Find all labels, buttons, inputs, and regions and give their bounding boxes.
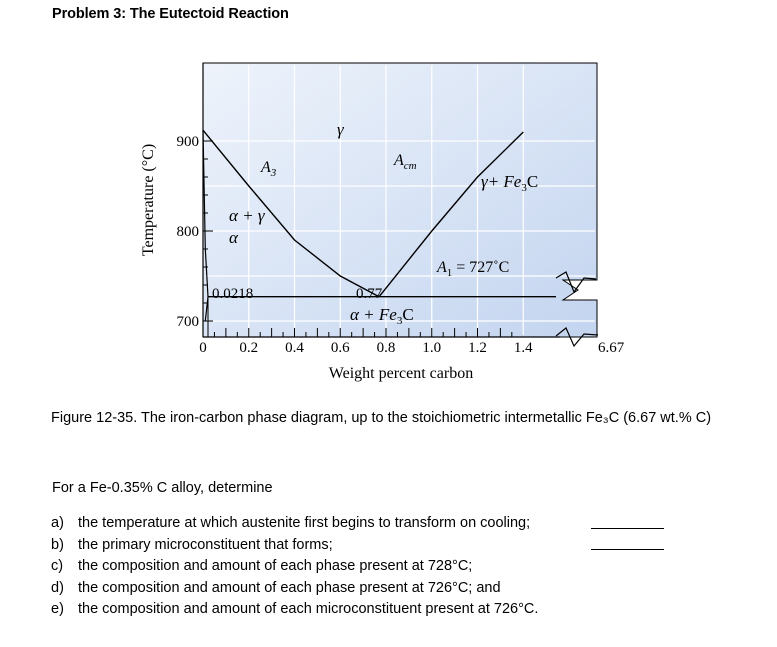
y-tick-labels [177, 134, 200, 330]
answer-blank-b[interactable] [591, 549, 664, 550]
y-axis-title: Temperature (°C) [140, 143, 157, 257]
x-tick-label: 1.4 [513, 340, 533, 356]
x-tick-label: 0.4 [285, 340, 304, 356]
x-tick-label: 0 [199, 340, 207, 356]
label-0-77: 0.77 [356, 286, 383, 302]
question-b-text: the primary microconstituent that forms; [78, 536, 333, 553]
x-tick-labels [199, 340, 533, 356]
label-alpha-fe3c: $\alpha + Fe_3C$ [350, 305, 414, 327]
question-a-label: a) [51, 515, 64, 531]
x-tick-label: 1.0 [422, 340, 442, 356]
x-tick-label: 1.2 [468, 340, 487, 356]
x-tick-label: 0.8 [376, 340, 396, 356]
plot-background [203, 63, 597, 337]
question-a [51, 513, 538, 535]
question-e-label: e) [51, 601, 64, 617]
question-b-label: b) [51, 536, 64, 553]
label-alpha-gamma: α + γ [229, 206, 265, 225]
question-d [51, 578, 538, 600]
label-gamma: γ [337, 120, 344, 139]
question-e [51, 599, 538, 621]
x-tick-label: 0.2 [239, 340, 259, 356]
y-tick-label: 700 [176, 314, 199, 330]
problem-title: Problem 3: The Eutectoid Reaction [52, 6, 289, 22]
question-c-label: c) [51, 558, 64, 574]
question-e-text: the composition and amount of each microconstituent present at 726°C. [78, 601, 539, 617]
x-axis-title: Weight percent carbon [328, 365, 474, 382]
answer-blank-a[interactable] [591, 528, 664, 529]
label-gamma-fe3c: $\gamma+ Fe_3C$ [481, 172, 539, 194]
question-c [51, 556, 538, 578]
label-alpha: α [229, 228, 238, 247]
label-a3: $A_3$ [261, 159, 277, 179]
y-tick-label: 800 [176, 224, 199, 240]
question-list [51, 513, 538, 621]
label-0-0218: 0.0218 [212, 286, 254, 302]
x-tick-label: 0.6 [330, 340, 350, 356]
label-a1-temperature: $A_1$ = 727˚C [437, 259, 510, 279]
question-intro: For a Fe-0.35% C alloy, determine [52, 480, 273, 496]
question-a-text: the temperature at which austenite first begins to transform on cooling; [78, 515, 531, 531]
x-axis-end-label: 6.67 [598, 340, 625, 356]
figure-caption: Figure 12-35. The iron-carbon phase diagram, up to the stoichiometric intermetallic Fe₃C (6.67 wt.% C) [51, 410, 712, 426]
question-d-label: d) [51, 579, 64, 596]
y-tick-label: 900 [176, 134, 199, 150]
question-d-text: the composition and amount of each phase present at 726°C; and [78, 579, 501, 596]
question-b [51, 535, 538, 557]
label-acm: $A_{cm}$ [394, 152, 417, 172]
question-c-text: the composition and amount of each phase present at 728°C; [78, 558, 473, 574]
